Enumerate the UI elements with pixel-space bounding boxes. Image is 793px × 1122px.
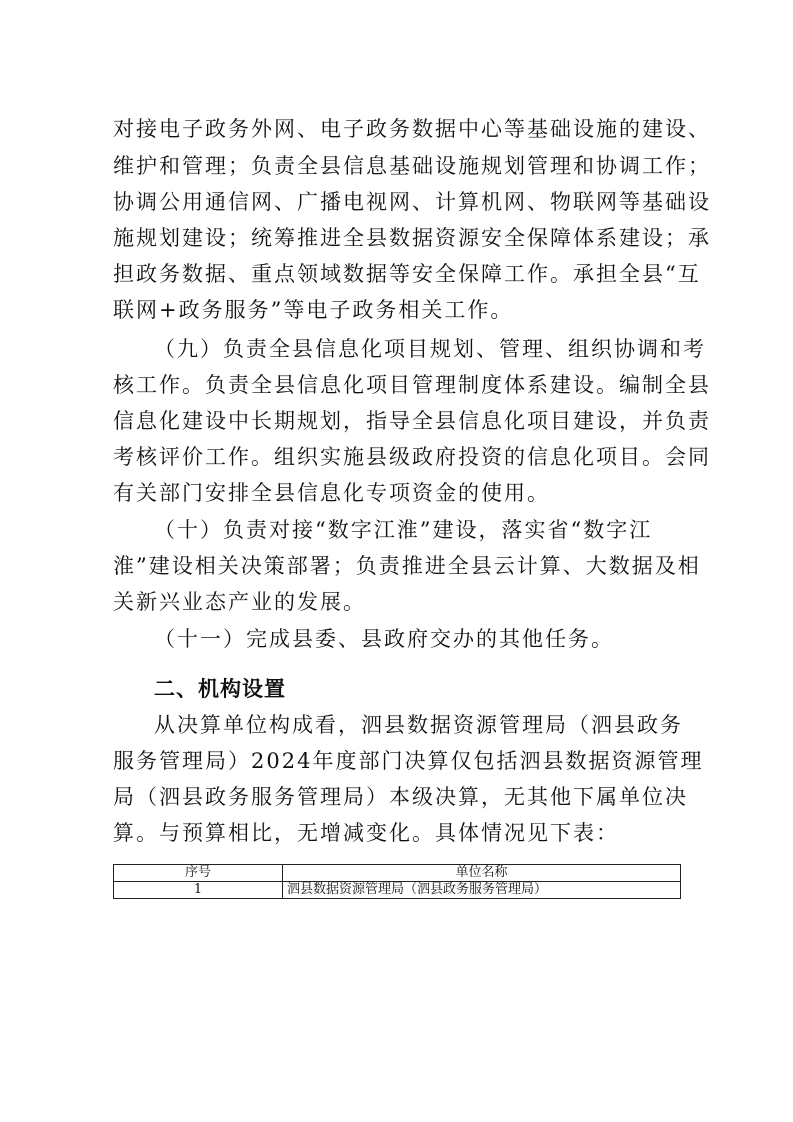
paragraph-line: 从决算单位构成看，泗县数据资源管理局（泗县政务 — [154, 713, 683, 737]
paragraph-line: 信息化建设中长期规划，指导全县信息化项目建设，并负责 — [113, 409, 711, 433]
paragraph-line: （十）负责对接“数字江淮”建设，落实省“数字江 — [154, 518, 653, 542]
paragraph-line: 关新兴业态产业的发展。 — [113, 590, 366, 614]
header-serial-number: 序号 — [114, 865, 283, 882]
paragraph-line: 有关部门安排全县信息化专项资金的使用。 — [113, 481, 550, 505]
section-heading: 二、机构设置 — [154, 677, 286, 701]
paragraph-line: 考核评价工作。组织实施县级政府投资的信息化项目。会同 — [113, 445, 711, 469]
paragraph-line: 淮”建设相关决策部署；负责推进全县云计算、大数据及相 — [113, 554, 701, 578]
table-header-row — [114, 865, 681, 882]
paragraph-line: 担政务数据、重点领域数据等安全保障工作。承担全县“互 — [113, 262, 701, 286]
paragraph-line: 局（泗县政务服务管理局）本级决算，无其他下属单位决 — [113, 785, 688, 809]
paragraph-line: （十一）完成县委、县政府交办的其他任务。 — [154, 627, 614, 651]
cell-unit-name: 泗县数据资源管理局（泗县政务服务管理局） — [283, 882, 681, 899]
paragraph-line: 算。与预算相比，无增减变化。具体情况见下表： — [113, 821, 619, 845]
paragraph-line: 服务管理局）2024年度部门决算仅包括泗县数据资源管理 — [113, 749, 704, 773]
paragraph-line: 施规划建设；统筹推进全县数据资源安全保障体系建设；承 — [113, 226, 711, 250]
paragraph-line: 协调公用通信网、广播电视网、计算机网、物联网等基础设 — [113, 190, 711, 214]
paragraph-line: 对接电子政务外网、电子政务数据中心等基础设施的建设、 — [113, 117, 711, 141]
unit-table — [113, 864, 681, 899]
paragraph-line: 联网+政务服务”等电子政务相关工作。 — [113, 298, 514, 322]
paragraph-line: 核工作。负责全县信息化项目管理制度体系建设。编制全县 — [113, 373, 711, 397]
cell-serial-number: 1 — [114, 882, 283, 899]
paragraph-line: 维护和管理；负责全县信息基础设施规划管理和协调工作； — [113, 154, 711, 178]
table-row — [114, 882, 681, 899]
paragraph-line: （九）负责全县信息化项目规划、管理、组织协调和考 — [154, 337, 706, 361]
header-unit-name: 单位名称 — [283, 865, 681, 882]
